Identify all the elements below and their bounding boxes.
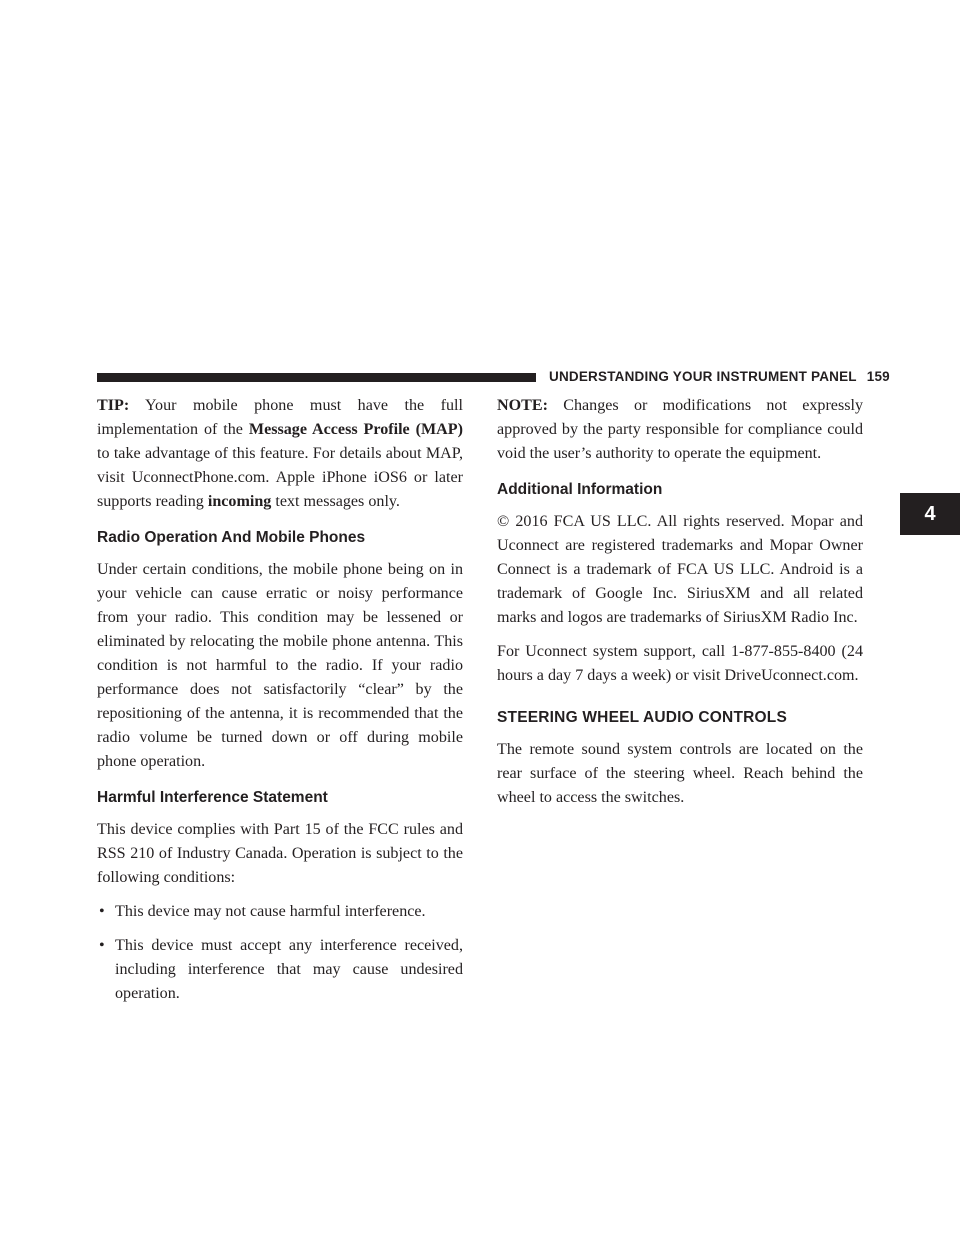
radio-heading: Radio Operation And Mobile Phones (97, 529, 366, 546)
conditions-list (97, 900, 463, 1006)
section-title: UNDERSTANDING YOUR INSTRUMENT PANEL (549, 369, 857, 384)
tip-text-1: Your mobile phone must have the full implementation of the (97, 397, 463, 438)
tip-bold-map: Message Access Profile (MAP) (248, 421, 463, 438)
note-text: Changes or modifications not expressly approved by the party responsible for compliance could void the user’s authority to operate the equipment. (497, 397, 863, 462)
tip-text-3: text messages only. (271, 493, 400, 510)
tip-bold-incoming: incoming (207, 493, 272, 510)
list-item-text: This device must accept any interference received, including interference that may cause undesired operation. (115, 937, 463, 1002)
chapter-tab: 4 (900, 493, 960, 535)
list-item (97, 900, 463, 924)
left-column (97, 394, 463, 1016)
additional-heading: Additional Information (497, 481, 663, 498)
bullet-icon: • (99, 903, 105, 920)
tip-paragraph (97, 394, 463, 514)
right-column (497, 394, 863, 820)
harmful-heading: Harmful Interference Statement (97, 789, 328, 806)
support-paragraph: For Uconnect system support, call 1-877-855-8400 (24 hours a day 7 days a week) or visit DriveUconnect.com. (497, 643, 863, 684)
steering-heading: STEERING WHEEL AUDIO CONTROLS (497, 709, 787, 726)
tip-text-2: to take advantage of this feature. For details about MAP, visit UconnectPhone.com. Apple iPhone iOS6 or later supports reading (97, 445, 463, 510)
header-rule (97, 373, 536, 382)
additional-paragraph: © 2016 FCA US LLC. All rights reserved. Mopar and Uconnect are registered trademarks and Mopar Owner Connect is a trademark of FCA US LLC. Android is a trademark of Google Inc. SiriusXM and all related marks and logos are trademarks of SiriusXM Radio Inc. (497, 513, 863, 626)
bullet-icon: • (99, 937, 105, 954)
list-item (97, 934, 463, 1006)
radio-paragraph: Under certain conditions, the mobile phone being on in your vehicle can cause erratic or noisy performance from your radio. This condition may be lessened or eliminated by relocating the mobile phone antenna. This condition is not harmful to the radio. If your radio performance does not satisfactorily “clear” by the repositioning of the antenna, it is recommended that the radio volume be turned down or off during mobile phone operation. (97, 561, 463, 770)
page-number: 159 (866, 369, 890, 384)
tip-label: TIP: (97, 397, 130, 414)
running-header (549, 369, 890, 384)
steering-paragraph: The remote sound system controls are located on the rear surface of the steering wheel. Reach behind the wheel to access the switches. (497, 741, 863, 806)
note-label: NOTE: (497, 397, 548, 414)
note-paragraph (497, 394, 863, 466)
harmful-paragraph: This device complies with Part 15 of the FCC rules and RSS 210 of Industry Canada. Operation is subject to the following conditions: (97, 821, 463, 886)
list-item-text: This device may not cause harmful interference. (115, 903, 426, 920)
